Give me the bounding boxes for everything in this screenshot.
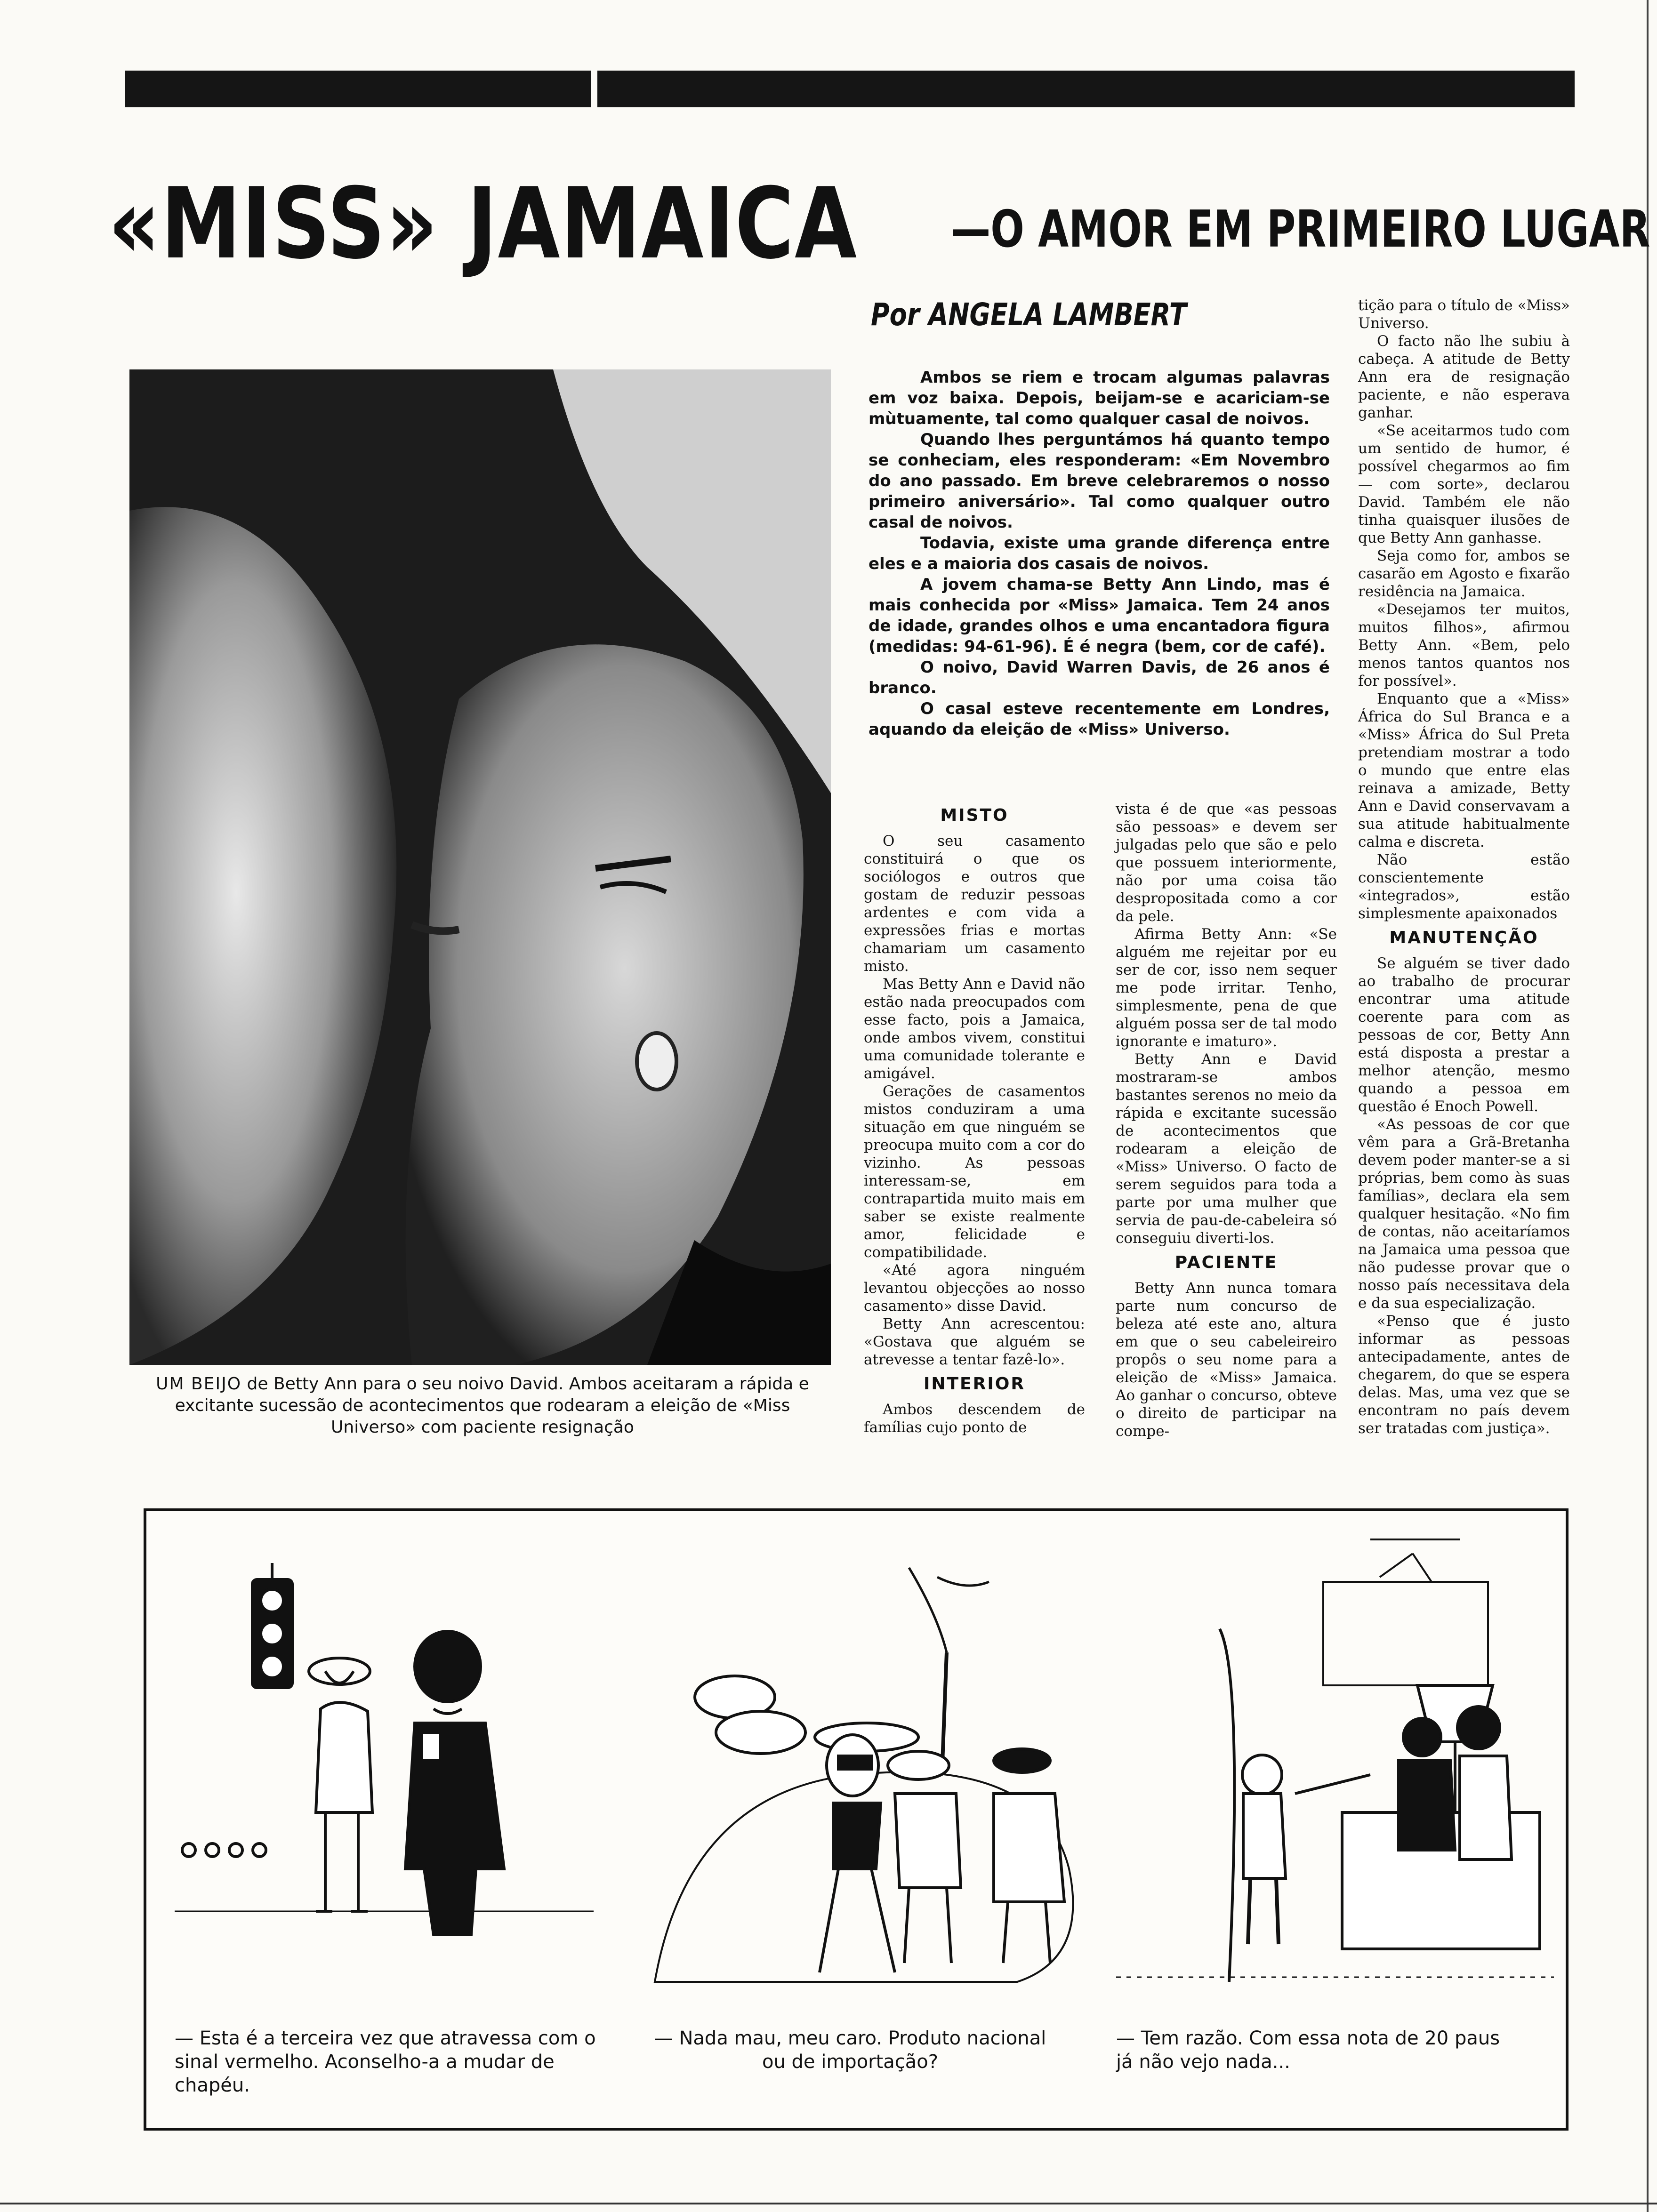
kiss-photo xyxy=(129,369,831,1365)
subheading-misto: MISTO xyxy=(940,806,1009,825)
body-paragraph: «Desejamos ter muitos, muitos filhos», afirmou Betty Ann. «Bem, pelo menos tantos quantos nos for possível». xyxy=(1358,601,1570,689)
boy-head xyxy=(1242,1755,1282,1795)
top-decorative-bar xyxy=(125,71,1575,107)
man-hat xyxy=(888,1751,949,1779)
body-paragraph: Não estão conscientemente «integrados», estão simplesmente apaixonados xyxy=(1358,851,1570,922)
article-column-1 xyxy=(864,800,1085,1436)
body-paragraph: «Se aceitarmos tudo com um sentido de humor, é possível chegarmos ao fim — com sorte», declarou David. Também ele não tinha quaisquer ilusões de que Betty Ann ganhasse. xyxy=(1358,422,1570,546)
body-paragraph: Enquanto que a «Miss» África do Sul Branca e a «Miss» África do Sul Preta pretendiam mostrar a todo o mundo que entre elas reinava a amizade, Betty Ann e David conservavam a sua atitude habitualmente calma e discreta. xyxy=(1358,690,1570,850)
caption-lead: UM BEIJO xyxy=(156,1374,242,1394)
body-paragraph: vista é de que «as pessoas são pessoas» e devem ser julgadas pelo que são e pelo que possuem interiormente, não por uma coisa tão despropositada como a cor da pele. xyxy=(1116,801,1337,925)
cartoon-caption-1: — Esta é a terceira vez que atravessa com o sinal vermelho. Aconselho-a a mudar de chapéu. xyxy=(175,2028,596,2096)
body-paragraph: tição para o título de «Miss» Universo. xyxy=(1358,297,1570,332)
cartoon-strip xyxy=(144,1508,1569,2131)
body-paragraph: Mas Betty Ann e David não estão nada preocupados com esse facto, pois a Jamaica, onde ambos vivem, constitui uma comunidade tolerante e amigável. xyxy=(864,976,1085,1082)
lede-paragraph: O casal esteve recentemente em Londres, aquando da eleição de «Miss» Universo. xyxy=(869,699,1330,739)
lede-paragraph: A jovem chama-se Betty Ann Lindo, mas é mais conhecida por «Miss» Jamaica. Tem 24 anos de idade, grandes olhos e uma encantadora figura (medidas: 94-61-96). É é negra (bem, cor de café). xyxy=(869,575,1330,656)
cartoon-panel-1 xyxy=(175,1563,594,1935)
page-edge-rule xyxy=(1647,0,1649,2212)
byline: Por ANGELA LAMBERT xyxy=(871,297,1187,333)
headline-sub: —O AMOR EM PRIMEIRO LUGAR xyxy=(951,200,1650,259)
body-paragraph: «Até agora ninguém levantou objecções ao nosso casamento» disse David. xyxy=(864,1262,1085,1314)
body-paragraph: O facto não lhe subiu à cabeça. A atitude de Betty Ann era de resignação paciente, e não esperava ganhar. xyxy=(1358,333,1570,421)
body-paragraph: Betty Ann acrescentou: «Gostava que alguém se atrevesse a tentar fazê-lo». xyxy=(864,1315,1085,1368)
subheading-manutencao: MANUTENÇÃO xyxy=(1389,928,1539,947)
body-paragraph: Afirma Betty Ann: «Se alguém me rejeitar por eu ser de cor, isso nem sequer me pode irritar. Tenho, simplesmente, pena de que alguém possa ser de tal modo ignorante e imaturo». xyxy=(1116,926,1337,1050)
lede-paragraph: Todavia, existe uma grande diferença entre eles e a maioria dos casais de noivos. xyxy=(869,534,1330,573)
woman-head xyxy=(1457,1707,1500,1749)
article-column-2 xyxy=(1116,800,1337,1440)
top-bar-divider xyxy=(591,71,597,107)
lede-paragraph: Quando lhes perguntámos há quanto tempo se conheciam, eles responderam: «Em Novembro do ano passado. Em breve celebraremos o nosso primeiro aniversário». Tal como qualquer outro casal de noivos. xyxy=(869,430,1330,532)
man2-hat xyxy=(994,1749,1050,1772)
body-paragraph: Ambos descendem de famílias cujo ponto de xyxy=(864,1401,1085,1436)
caption-text: de Betty Ann para o seu noivo David. Ambos aceitaram a rápida e excitante sucessão de acontecimentos que rodearam a eleição de «Miss Universo» com paciente resignação xyxy=(175,1374,809,1437)
body-paragraph: Seja como for, ambos se casarão em Agosto e fixarão residência na Jamaica. xyxy=(1358,547,1570,600)
cartoon-caption-3: — Tem razão. Com essa nota de 20 paus já não vejo nada... xyxy=(1116,2028,1500,2073)
photo-caption xyxy=(141,1373,824,1438)
body-paragraph: Betty Ann e David mostraram-se ambos bastantes serenos no meio da rápida e excitante sucessão de acontecimentos que rodearam a eleição de «Miss» Universo. O facto de serem seguidos para toda a parte por uma mulher que servia de pau-de-cabeleira só conseguiu diverti-los. xyxy=(1116,1051,1337,1247)
man-head xyxy=(1403,1718,1441,1756)
article-lede xyxy=(869,367,1330,740)
article-column-3 xyxy=(1358,297,1570,1437)
subheading-interior: INTERIOR xyxy=(923,1374,1026,1394)
cartoon-panel-2 xyxy=(655,1568,1073,1982)
kiss-photo-illustration xyxy=(129,369,831,1365)
lede-paragraph: O noivo, David Warren Davis, de 26 anos é branco. xyxy=(869,658,1330,697)
body-paragraph: O seu casamento constituirá o que os sociólogos e outros que gostam de reduzir pessoas ardentes e com vida a expressões frias e mortas chamariam um casamento misto. xyxy=(864,833,1085,975)
headline xyxy=(108,167,1650,281)
lede-paragraph: Ambos se riem e trocam algumas palavras em voz baixa. Depois, beijam-se e acariciam-se mùtuamente, tal como qualquer casal de noivos. xyxy=(869,368,1330,428)
woman-hat xyxy=(309,1658,370,1684)
body-paragraph: Se alguém se tiver dado ao trabalho de procurar encontrar uma atitude coerente para com as pessoas de cor, Betty Ann está disposta a prestar a melhor atenção, mesmo quando a pessoa em questão é Enoch Powell. xyxy=(1358,955,1570,1115)
headline-main: «MISS» JAMAICA xyxy=(108,167,858,281)
bottom-rule xyxy=(0,2203,1657,2204)
cartoon-drawings xyxy=(146,1511,1566,2001)
body-paragraph: «As pessoas de cor que vêm para a Grã-Bretanha devem poder manter-se a si próprias, bem como às suas famílias», declara ela sem qualquer hesitação. «No fim de contas, não aceitaríamos na Jamaica uma pessoa que não pudesse provar que o nosso país necessitava dela e da sua especialização. xyxy=(1358,1116,1570,1312)
body-paragraph: Betty Ann nunca tomara parte num concurso de beleza até este ano, altura em que o seu cabeleireiro propôs o seu nome para a eleição de «Miss» Jamaica. Ao ganhar o concurso, obteve o direito de participar na compe- xyxy=(1116,1280,1337,1440)
body-paragraph: Gerações de casamentos mistos conduziram a uma situação em que ninguém se preocupa muito com a cor do vizinho. As pessoas interessam-se, em contrapartida muito mais em saber se existe realmente amor, felicidade e compatibilidade. xyxy=(864,1083,1085,1261)
body-paragraph: «Penso que é justo informar as pessoas antecipadamente, antes de chegarem, do que se espera delas. Mas, uma vez que se encontram no país devem ser tratadas com justiça». xyxy=(1358,1313,1570,1437)
cartoon-panel-3 xyxy=(1116,1539,1554,1982)
subheading-paciente: PACIENTE xyxy=(1174,1253,1278,1272)
cartoon-caption-2: — Nada mau, meu caro. Produto nacional ou de importação? xyxy=(654,2028,1046,2073)
policeman-helmet xyxy=(415,1631,481,1702)
